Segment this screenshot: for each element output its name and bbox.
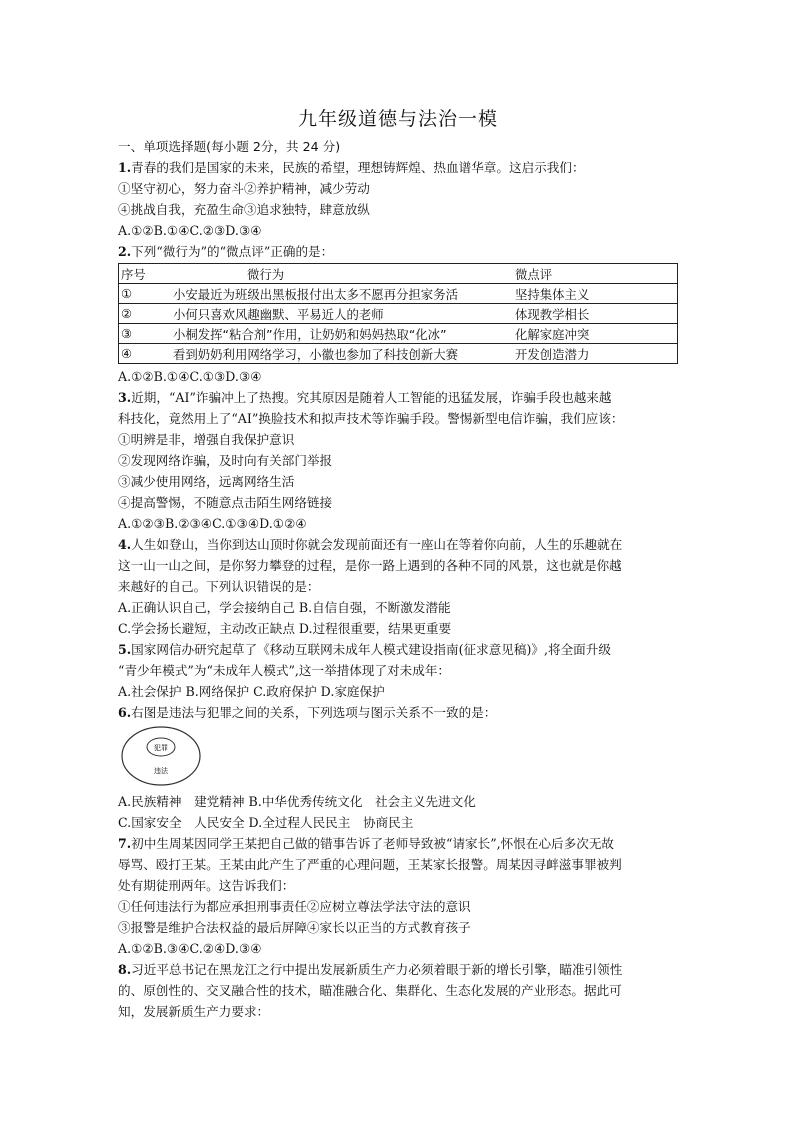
question-number: 3. — [118, 390, 132, 405]
venn-outer-label: 违法 — [154, 767, 168, 775]
question-4-answer-line-1: A.正确认识自己，学会接纳自己 B.自信自强，不断激发潜能 — [118, 600, 451, 615]
question-1-options-line-1: ①坚守初心，努力奋斗②养护精神，减少劳动 — [118, 181, 370, 196]
question-4-stem-line-3: 来越好的自己。下列认识错误的是： — [118, 579, 320, 594]
row-number: ① — [119, 284, 158, 304]
question-1-answer-choices: A.①②B.①④C.②③D.③④ — [118, 223, 262, 238]
question-3-option-3: ③减少使用网络，远离网络生活 — [118, 474, 295, 489]
question-number: 8. — [118, 962, 132, 977]
column-header-behavior: 微行为 — [157, 264, 507, 284]
row-comment: 坚持集体主义 — [507, 284, 678, 304]
question-3-stem-line-1 — [118, 387, 678, 408]
row-number: ③ — [119, 324, 158, 344]
question-8-stem-line-1 — [118, 959, 678, 980]
table-row — [119, 344, 678, 364]
question-3-option-2: ②发现网络诈骗，及时向有关部门举报 — [118, 453, 333, 468]
section-heading: 一、单项选择题(每小题 2分，共 24 分) — [118, 139, 341, 154]
row-number: ② — [119, 304, 158, 324]
row-behavior: 小安最近为班级出黑板报付出太多不愿再分担家务活 — [157, 284, 507, 304]
question-6-answer-line-1: A.民族精神 建党精神 B.中华优秀传统文化 社会主义先进文化 — [118, 794, 476, 809]
question-5-answer-choices: A.社会保护 B.网络保护 C.政府保护 D.家庭保护 — [118, 684, 385, 699]
question-7-options-line-1: ①任何违法行为都应承担刑事责任②应树立尊法学法守法的意识 — [118, 899, 471, 914]
question-7-options-line-2: ③报警是维护合法权益的最后屏障④家长以正当的方式教育孩子 — [118, 920, 471, 935]
question-4-stem-line-1 — [118, 534, 678, 555]
row-number: ④ — [119, 344, 158, 364]
question-text: 国家网信办研究起草了《移动互联网未成年人模式建设指南(征求意见稿)》,将全面升级 — [131, 642, 611, 657]
row-comment: 体现教学相长 — [507, 304, 678, 324]
law-crime-venn-diagram — [120, 725, 202, 787]
question-8-stem-line-2: 的、原创性的、交叉融合性的技术，瞄准融合化、集群化、生态化发展的产业形态。据此可 — [118, 983, 622, 998]
question-7-stem-line-3: 处有期徒刑两年。这告诉我们： — [118, 878, 295, 893]
question-3-answer-choices: A.①②③B.②③④C.①③④D.①②④ — [118, 516, 307, 531]
question-1-options-line-2: ④挑战自我，充盈生命③追求独特，肆意放纵 — [118, 202, 370, 217]
page-title: 九年级道德与法治一模 — [297, 108, 498, 130]
table-row — [119, 304, 678, 324]
question-7-stem-line-2: 辱骂、殴打王某。王某由此产生了严重的心理问题，王某家长报警。周某因寻衅滋事罪被判 — [118, 857, 622, 872]
question-3-option-1: ①明辨是非，增强自我保护意识 — [118, 432, 295, 447]
question-number: 7. — [118, 836, 132, 851]
column-header-comment: 微点评 — [507, 264, 678, 284]
question-3-option-4: ④提高警惕，不随意点击陌生网络链接 — [118, 495, 333, 510]
table-header-row — [119, 264, 678, 284]
question-text: 人生如登山，当你到达山顶时你就会发现前面还有一座山在等着你向前，人生的乐趣就在 — [131, 537, 623, 552]
question-text: 青春的我们是国家的未来，民族的希望，理想铸辉煌、热血谱华章。这启示我们： — [131, 160, 585, 175]
question-number: 2. — [118, 244, 132, 259]
question-4-stem-line-2: 这一山一山之间，是你努力攀登的过程，是你一路上遇到的各种不同的风景，这也就是你越 — [118, 558, 622, 573]
question-text: 右图是违法与犯罪之间的关系，下列选项与图示关系不一致的是： — [131, 705, 497, 720]
column-header-number: 序号 — [119, 264, 158, 284]
question-number: 4. — [118, 537, 132, 552]
question-6-stem — [118, 702, 678, 723]
question-5-stem-line-2: “青少年模式”为“未成年人模式”,这一举措体现了对未成年： — [118, 663, 451, 678]
table-row — [119, 284, 678, 304]
question-number: 1. — [118, 160, 132, 175]
question-number: 5. — [118, 642, 132, 657]
table-row — [119, 324, 678, 344]
micro-behavior-table — [118, 263, 678, 364]
row-behavior: 小何只喜欢风趣幽默、平易近人的老师 — [157, 304, 507, 324]
row-comment: 开发创造潜力 — [507, 344, 678, 364]
question-3-stem-line-2: 科技化，竟然用上了“AI”换脸技术和拟声技术等诈骗手段。警惕新型电信诈骗，我们应该： — [118, 411, 624, 426]
question-6-answer-line-2: C.国家安全 人民安全 D.全过程人民民主 协商民主 — [118, 815, 414, 830]
row-behavior: 小桐发挥“粘合剂”作用，让奶奶和妈妈热取“化冰” — [157, 324, 507, 344]
question-text: 初中生周某因同学王某把自己做的错事告诉了老师导致被“请家长”,怀恨在心后多次无故 — [131, 836, 615, 851]
question-7-answer-choices: A.①②B.③④C.②④D.③④ — [118, 941, 262, 956]
question-5-stem-line-1 — [118, 639, 678, 660]
exam-page — [118, 104, 678, 1022]
question-text: 习近平总书记在黑龙江之行中提出发展新质生产力必须着眼于新的增长引擎，瞄准引领性 — [131, 962, 623, 977]
question-number: 6. — [118, 705, 132, 720]
venn-inner-label: 犯罪 — [154, 744, 168, 752]
question-2-stem — [118, 241, 678, 262]
question-7-stem-line-1 — [118, 833, 678, 854]
row-comment: 化解家庭冲突 — [507, 324, 678, 344]
question-2-answer-choices: A.①②B.①④C.①③D.③④ — [118, 369, 262, 384]
question-text: 下列“微行为”的“微点评”正确的是： — [131, 244, 334, 259]
row-behavior: 看到奶奶利用网络学习，小徽也参加了科技创新大赛 — [157, 344, 507, 364]
question-8-stem-line-3: 知，发展新质生产力要求： — [118, 1004, 270, 1019]
question-text: 近期，“AI”诈骗冲上了热搜。究其原因是随着人工智能的迅猛发展，诈骗手段也越来越 — [131, 390, 612, 405]
question-1-stem — [118, 157, 678, 178]
question-4-answer-line-2: C.学会扬长避短，主动改正缺点 D.过程很重要，结果更重要 — [118, 621, 452, 636]
